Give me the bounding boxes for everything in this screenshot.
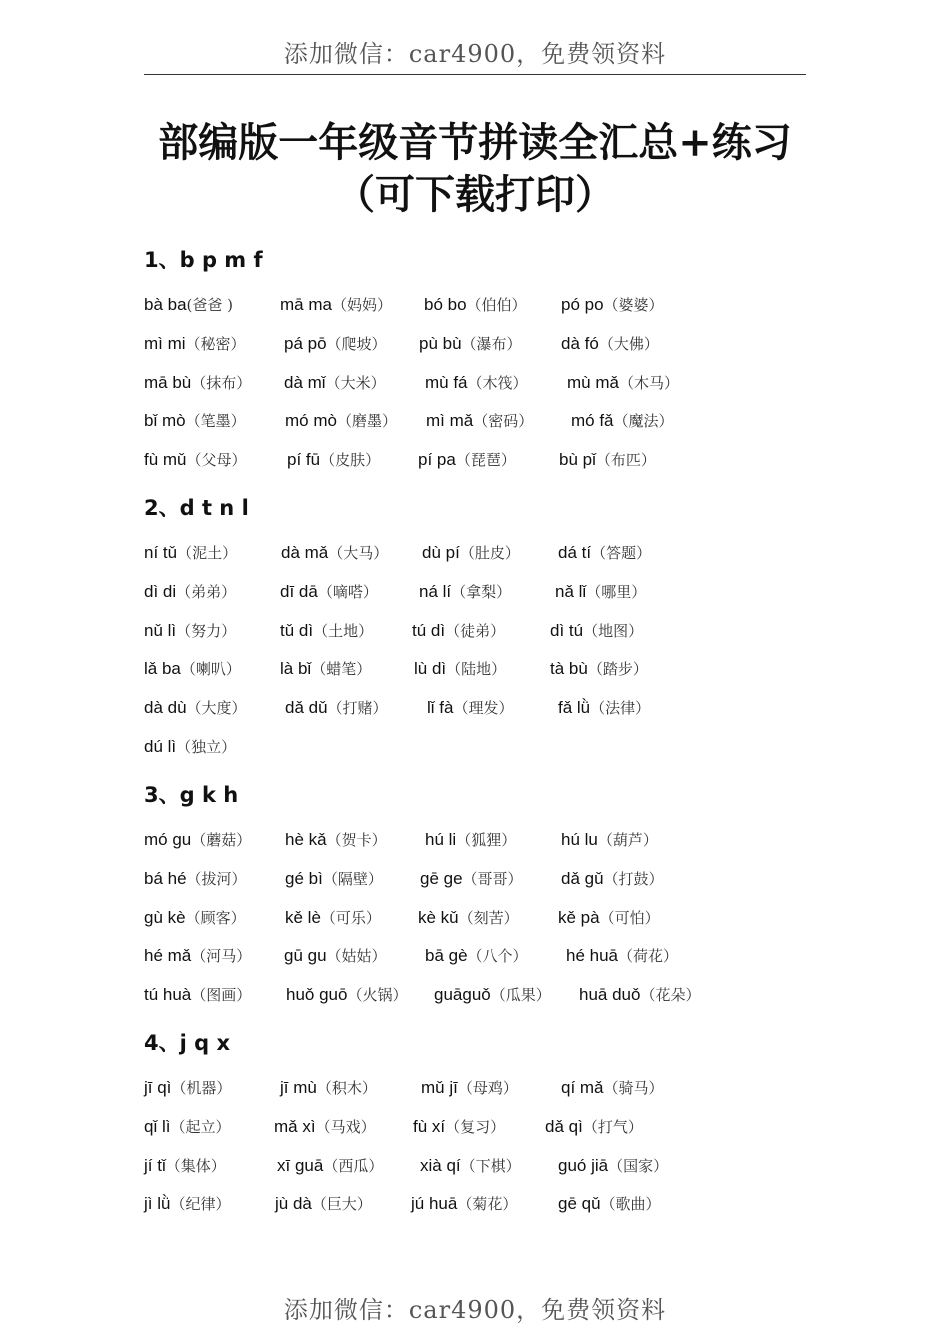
chinese-word: （打气） xyxy=(582,1117,643,1136)
pinyin-text: kě lè xyxy=(285,907,321,927)
syllable-entry xyxy=(558,697,650,718)
chinese-word: (爸爸 ) xyxy=(186,296,234,314)
pinyin-text: gē qǔ xyxy=(558,1194,601,1214)
chinese-word: （木马） xyxy=(618,373,679,392)
section-heading: 4、j q x xyxy=(144,1031,231,1055)
pinyin-text: hú lu xyxy=(561,830,598,849)
pinyin-text: dǎ dǔ xyxy=(285,698,328,718)
pinyin-text: gē ge xyxy=(420,868,463,888)
syllable-entry xyxy=(144,333,246,354)
pinyin-text: dù pí xyxy=(422,543,460,562)
syllable-entry xyxy=(280,294,392,315)
pinyin-text: guó jiā xyxy=(558,1155,609,1175)
pinyin-text: jī qì xyxy=(144,1078,172,1097)
chinese-word: （可乐） xyxy=(320,908,381,927)
syllable-entry xyxy=(144,736,236,757)
syllable-entry xyxy=(558,542,651,563)
pinyin-text: pó po xyxy=(561,295,604,314)
chinese-word: （拿梨） xyxy=(451,582,512,601)
syllable-entry xyxy=(284,372,386,393)
pinyin-text: nǔ lì xyxy=(144,620,177,640)
chinese-word: （徒弟） xyxy=(445,621,506,640)
pinyin-text: gū gu xyxy=(284,946,327,966)
chinese-word: （哥哥） xyxy=(462,869,523,888)
chinese-word: （拔河） xyxy=(186,869,247,888)
syllable-entry xyxy=(425,372,528,393)
chinese-word: （密码） xyxy=(473,412,534,431)
chinese-word: （泥土） xyxy=(177,544,238,562)
chinese-word: （肚皮） xyxy=(459,544,520,562)
chinese-word: （歌曲） xyxy=(600,1195,661,1214)
chinese-word: （答题） xyxy=(591,544,652,562)
syllable-entry xyxy=(566,945,678,966)
chinese-word: （抹布） xyxy=(191,373,252,392)
syllable-entry xyxy=(281,542,388,563)
page-subtitle: （可下载打印） xyxy=(335,171,615,218)
chinese-word: （地图） xyxy=(583,621,644,640)
chinese-word: （爬坡） xyxy=(326,334,387,353)
syllable-entry xyxy=(144,907,246,928)
chinese-word: （马戏） xyxy=(315,1117,376,1136)
chinese-word: （母鸡） xyxy=(457,1079,518,1097)
syllable-entry xyxy=(144,1116,230,1137)
pinyin-text: jù dà xyxy=(275,1194,312,1214)
syllable-entry xyxy=(414,658,506,679)
syllable-entry xyxy=(561,868,664,889)
chinese-word: （魔法） xyxy=(613,412,674,431)
chinese-word: （独立） xyxy=(176,738,237,756)
syllable-entry xyxy=(434,984,551,1005)
pinyin-text: tú huà xyxy=(144,985,192,1005)
chinese-word: （妈妈） xyxy=(331,296,392,314)
pinyin-text: qǐ lì xyxy=(144,1116,171,1136)
pinyin-text: hú li xyxy=(425,830,457,849)
syllable-entry xyxy=(561,294,664,315)
chinese-word: （荷花） xyxy=(618,947,679,966)
chinese-word: （木筏） xyxy=(467,373,528,392)
syllable-entry xyxy=(555,581,646,602)
syllable-entry xyxy=(419,333,522,354)
chinese-word: （可怕） xyxy=(599,908,660,927)
pinyin-text: mǔ jī xyxy=(421,1078,458,1097)
chinese-word: （陆地） xyxy=(446,660,507,679)
syllable-entry xyxy=(144,829,251,850)
chinese-word: （纪律） xyxy=(170,1195,231,1214)
chinese-word: （蜡笔） xyxy=(311,660,372,679)
syllable-entry xyxy=(144,697,247,718)
syllable-entry xyxy=(420,1155,521,1176)
chinese-word: （土地） xyxy=(313,621,374,640)
section-heading: 2、d t n l xyxy=(144,496,249,520)
page-title: 部编版一年级音节拼读全汇总+练习 xyxy=(158,119,792,166)
syllable-entry xyxy=(419,581,511,602)
pinyin-text: huā duǒ xyxy=(579,985,641,1005)
pinyin-text: bù pǐ xyxy=(559,450,596,470)
pinyin-text: bǐ mò xyxy=(144,411,186,431)
chinese-word: （河马） xyxy=(191,947,252,966)
chinese-word: （哪里） xyxy=(586,582,647,601)
syllable-entry xyxy=(285,907,381,928)
syllable-entry xyxy=(561,333,659,354)
syllable-entry xyxy=(418,907,519,928)
chinese-word: （大米） xyxy=(325,373,386,392)
pinyin-text: dà mǐ xyxy=(284,372,326,392)
header-divider xyxy=(144,74,806,75)
chinese-word: （大马） xyxy=(328,544,389,562)
chinese-word: （琵琶） xyxy=(455,451,516,470)
pinyin-text: mù mǎ xyxy=(567,372,619,392)
pinyin-text: mǎ xì xyxy=(274,1116,316,1136)
syllable-entry xyxy=(144,1155,226,1176)
syllable-entry xyxy=(144,945,251,966)
pinyin-text: kě pà xyxy=(558,907,600,927)
syllable-entry xyxy=(422,542,520,563)
syllable-entry xyxy=(144,658,241,679)
chinese-word: （火锅） xyxy=(347,986,408,1005)
syllable-entry xyxy=(418,449,516,470)
syllable-entry xyxy=(558,907,660,928)
chinese-word: （积木） xyxy=(316,1079,377,1097)
chinese-word: （法律） xyxy=(590,699,651,718)
syllable-entry xyxy=(280,620,373,641)
chinese-word: （姑姑） xyxy=(326,947,387,966)
section-heading: 1、b p m f xyxy=(144,248,263,272)
syllable-entry xyxy=(411,1193,517,1214)
pinyin-text: là bǐ xyxy=(280,659,312,679)
pinyin-text: kè kǔ xyxy=(418,907,459,927)
chinese-word: （喇叭） xyxy=(180,660,241,679)
chinese-word: （大佛） xyxy=(598,334,659,353)
pinyin-text: dú lì xyxy=(144,737,177,756)
chinese-word: （巨大） xyxy=(311,1195,372,1214)
chinese-word: （磨墨） xyxy=(336,412,397,431)
syllable-entry xyxy=(545,1116,643,1137)
chinese-word: （隔壁） xyxy=(322,869,383,888)
syllable-entry xyxy=(144,581,236,602)
chinese-word: （图画） xyxy=(191,986,252,1005)
syllable-entry xyxy=(144,620,236,641)
syllable-entry xyxy=(550,658,648,679)
chinese-word: （顾客） xyxy=(185,908,246,927)
chinese-word: （国家） xyxy=(608,1156,669,1175)
syllable-entry xyxy=(285,868,383,889)
chinese-word: （打赌） xyxy=(327,699,388,718)
syllable-entry xyxy=(144,410,246,431)
syllable-entry xyxy=(558,1193,661,1214)
chinese-word: （花朵） xyxy=(640,986,701,1005)
chinese-word: （起立） xyxy=(170,1117,231,1136)
pinyin-text: lù dì xyxy=(414,659,447,679)
chinese-word: （布匹） xyxy=(595,451,656,470)
pinyin-text: dǎ gǔ xyxy=(561,868,604,888)
pinyin-text: dà mǎ xyxy=(281,543,329,562)
pinyin-text: lǎ ba xyxy=(144,659,181,679)
pinyin-text: nǎ lǐ xyxy=(555,581,587,601)
pinyin-text: mì mǎ xyxy=(426,411,474,431)
chinese-word: （弟弟） xyxy=(176,582,237,601)
pinyin-text: tà bù xyxy=(550,659,588,679)
syllable-entry xyxy=(558,1155,668,1176)
chinese-word: （伯伯） xyxy=(466,296,527,314)
pinyin-text: jú huā xyxy=(411,1194,458,1214)
syllable-entry xyxy=(424,294,527,315)
chinese-word: （集体） xyxy=(165,1156,226,1175)
pinyin-text: dì tú xyxy=(550,620,584,640)
chinese-word: （踏步） xyxy=(587,660,648,679)
syllable-entry xyxy=(571,410,674,431)
chinese-word: （瀑布） xyxy=(461,334,522,353)
chinese-word: （葫芦） xyxy=(597,831,658,849)
syllable-entry xyxy=(280,581,378,602)
syllable-entry xyxy=(284,333,387,354)
pinyin-text: dī dā xyxy=(280,581,318,601)
chinese-word: （骑马） xyxy=(603,1079,664,1097)
chinese-word: （刻苦） xyxy=(458,908,519,927)
syllable-entry xyxy=(280,658,371,679)
syllable-entry xyxy=(144,984,251,1005)
pinyin-text: gù kè xyxy=(144,907,186,927)
pinyin-text: ná lí xyxy=(419,581,452,601)
syllable-entry xyxy=(274,1116,376,1137)
chinese-word: （大度） xyxy=(186,699,247,718)
syllable-entry xyxy=(427,697,513,718)
chinese-word: （父母） xyxy=(186,451,247,470)
chinese-word: （嘀嗒） xyxy=(317,582,378,601)
pinyin-text: tǔ dì xyxy=(280,620,314,640)
syllable-entry xyxy=(561,829,658,850)
pinyin-text: mā ma xyxy=(280,295,332,314)
chinese-word: （皮肤） xyxy=(320,451,381,470)
syllable-entry xyxy=(412,620,505,641)
syllable-entry xyxy=(286,984,407,1005)
syllable-entry xyxy=(144,449,247,470)
pinyin-text: qí mǎ xyxy=(561,1078,604,1097)
pinyin-text: dà fó xyxy=(561,333,599,353)
syllable-entry xyxy=(287,449,380,470)
syllable-entry xyxy=(275,1193,372,1214)
chinese-word: （笔墨） xyxy=(185,412,246,431)
syllable-entry xyxy=(285,410,397,431)
syllable-entry xyxy=(277,1155,383,1176)
pinyin-text: mì mi xyxy=(144,333,186,353)
section-heading: 3、g k h xyxy=(144,783,239,807)
watermark-banner-top: 添加微信：car4900，免费领资料 xyxy=(283,40,667,68)
pinyin-text: huǒ guō xyxy=(286,985,348,1005)
chinese-word: （蘑菇） xyxy=(191,831,252,849)
chinese-word: （贺卡） xyxy=(326,831,387,849)
syllable-entry xyxy=(144,1193,230,1214)
syllable-entry xyxy=(144,294,233,315)
pinyin-text: xī guā xyxy=(277,1155,324,1175)
pinyin-text: bà ba xyxy=(144,295,187,314)
pinyin-text: dǎ qì xyxy=(545,1116,583,1136)
pinyin-text: pí fū xyxy=(287,450,321,470)
pinyin-text: jí tǐ xyxy=(144,1155,166,1175)
pinyin-text: mó mò xyxy=(285,411,337,431)
syllable-entry xyxy=(579,984,700,1005)
chinese-word: （菊花） xyxy=(457,1195,518,1214)
pinyin-text: jì lǜ xyxy=(144,1194,171,1214)
chinese-word: （西瓜） xyxy=(323,1156,384,1175)
watermark-banner-bottom: 添加微信：car4900，免费领资料 xyxy=(283,1296,667,1324)
pinyin-text: tú dì xyxy=(412,620,446,640)
chinese-word: （打鼓） xyxy=(603,869,664,888)
pinyin-text: mó gu xyxy=(144,830,192,849)
pinyin-text: bá hé xyxy=(144,868,187,888)
chinese-word: （瓜果） xyxy=(490,986,551,1005)
pinyin-text: mó fǎ xyxy=(571,411,614,431)
pinyin-text: pù bù xyxy=(419,333,462,353)
chinese-word: （复习） xyxy=(445,1117,506,1136)
pinyin-text: dì di xyxy=(144,581,177,601)
syllable-entry xyxy=(144,372,251,393)
pinyin-text: gé bì xyxy=(285,868,323,888)
syllable-entry xyxy=(550,620,643,641)
chinese-word: （下棋） xyxy=(460,1156,521,1175)
pinyin-text: dà dù xyxy=(144,698,187,718)
chinese-word: （机器） xyxy=(171,1079,232,1097)
pinyin-text: mā bù xyxy=(144,372,192,392)
pinyin-text: xià qí xyxy=(420,1155,461,1175)
pinyin-text: lǐ fà xyxy=(427,698,454,718)
pinyin-text: bó bo xyxy=(424,295,467,314)
pinyin-text: dá tí xyxy=(558,543,592,562)
syllable-entry xyxy=(284,945,387,966)
syllable-entry xyxy=(144,868,247,889)
chinese-word: （努力） xyxy=(176,621,237,640)
syllable-entry xyxy=(420,868,523,889)
chinese-word: （八个） xyxy=(467,947,528,966)
syllable-entry xyxy=(421,1077,518,1098)
pinyin-text: pá pō xyxy=(284,333,327,353)
pinyin-text: fù xí xyxy=(413,1116,446,1136)
pinyin-text: hé mǎ xyxy=(144,946,192,966)
syllable-entry xyxy=(285,697,388,718)
syllable-entry xyxy=(413,1116,505,1137)
syllable-entry xyxy=(285,829,387,850)
pinyin-text: bā gè xyxy=(425,946,468,966)
chinese-word: （理发） xyxy=(453,699,514,718)
pinyin-text: mù fá xyxy=(425,372,468,392)
syllable-entry xyxy=(561,1077,664,1098)
chinese-word: （秘密） xyxy=(185,334,246,353)
syllable-entry xyxy=(280,1077,377,1098)
pinyin-text: pí pa xyxy=(418,450,456,470)
syllable-entry xyxy=(144,542,237,563)
syllable-entry xyxy=(144,1077,231,1098)
pinyin-text: ní tǔ xyxy=(144,543,178,562)
syllable-entry xyxy=(425,829,516,850)
syllable-entry xyxy=(559,449,656,470)
pinyin-text: fù mǔ xyxy=(144,450,187,470)
syllable-entry xyxy=(425,945,528,966)
pinyin-text: fǎ lǜ xyxy=(558,698,591,718)
pinyin-text: hè kǎ xyxy=(285,830,327,849)
syllable-entry xyxy=(426,410,533,431)
chinese-word: （狐狸） xyxy=(456,831,517,849)
syllable-entry xyxy=(567,372,679,393)
pinyin-text: hé huā xyxy=(566,946,618,966)
pinyin-text: guāguǒ xyxy=(434,985,491,1005)
chinese-word: （婆婆） xyxy=(603,296,664,314)
pinyin-text: jī mù xyxy=(280,1078,317,1097)
